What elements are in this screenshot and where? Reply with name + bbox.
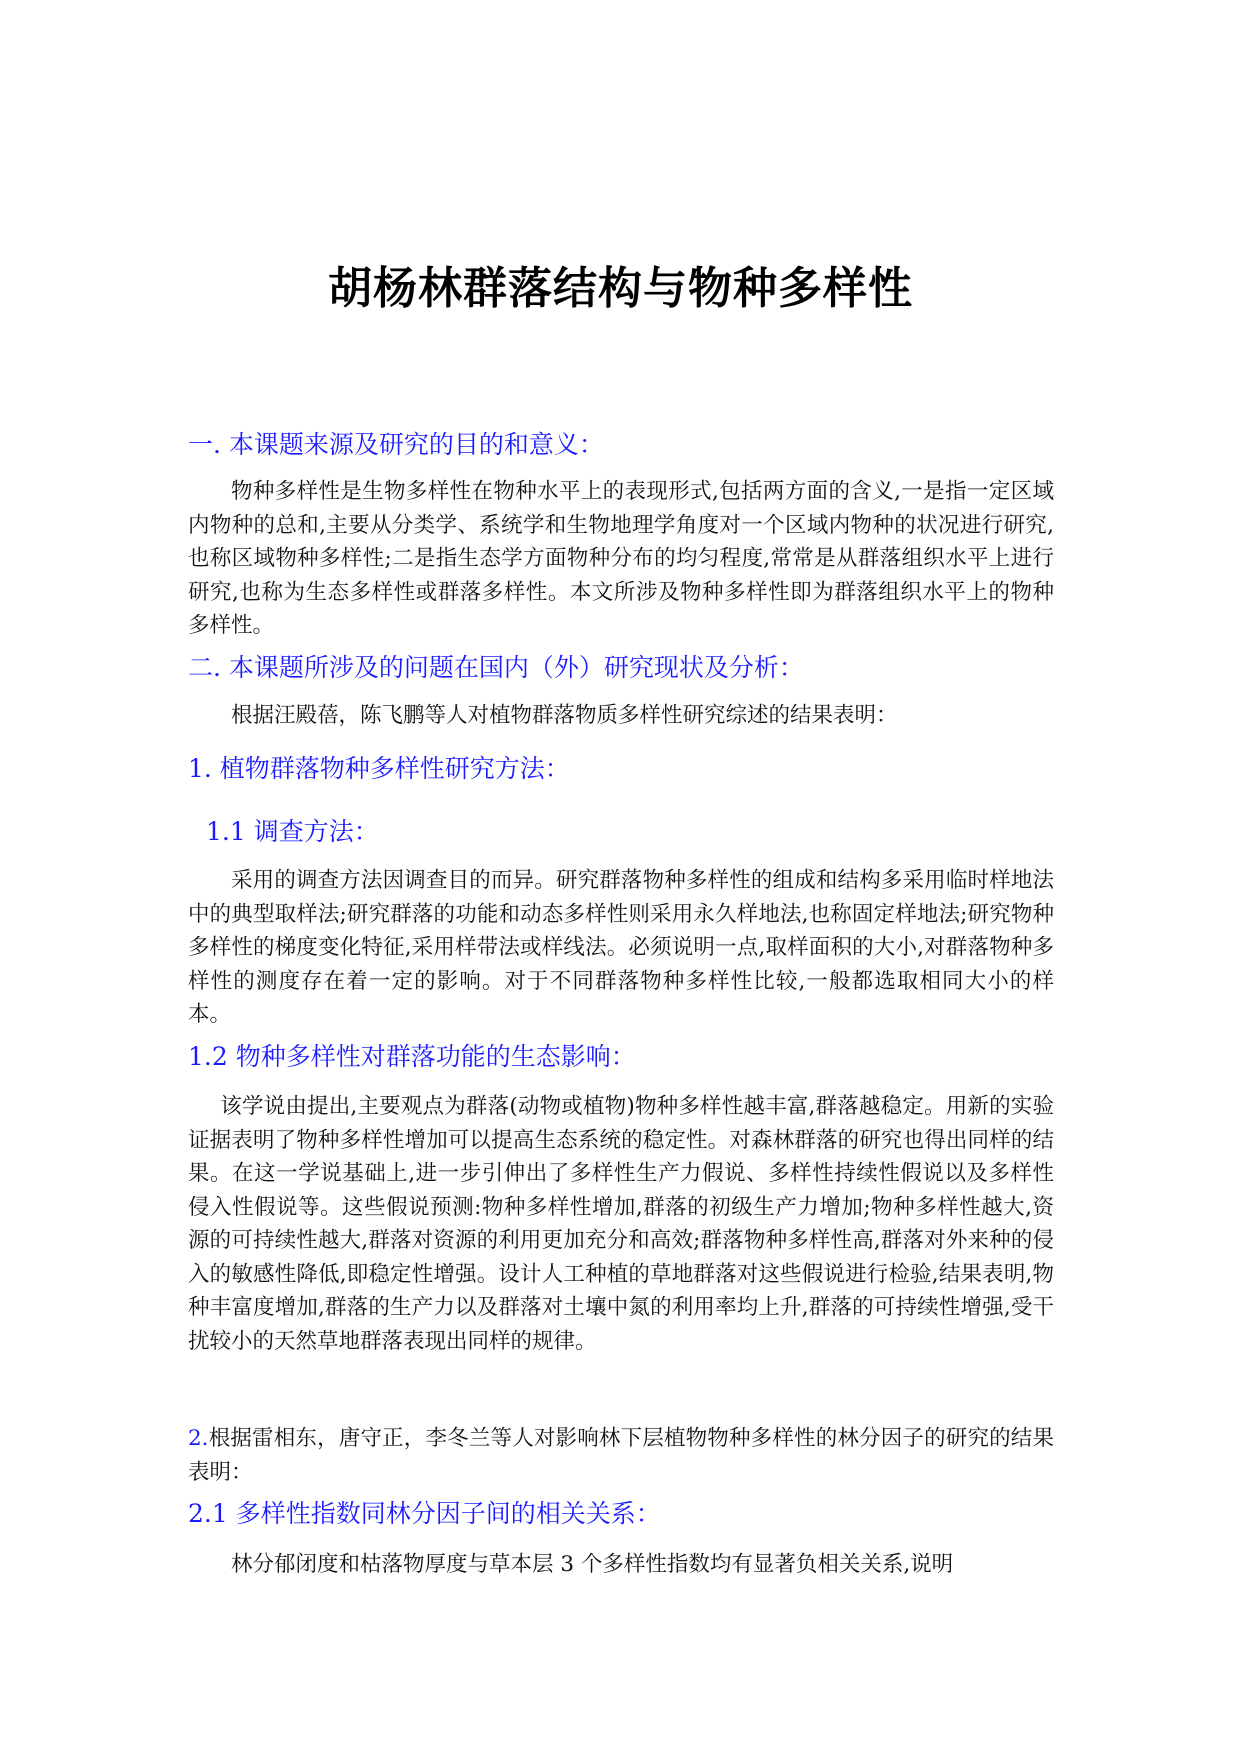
- paragraph: 林分郁闭度和枯落物厚度与草本层 3 个多样性指数均有显著负相关关系,说明: [231, 1552, 954, 1577]
- section-heading: 二. 本课题所涉及的问题在国内（外）研究现状及分析：: [188, 653, 804, 682]
- subsection-1-1-body: [188, 864, 1054, 1032]
- subsection-2-1: [188, 1497, 1054, 1531]
- paragraph-text: 根据雷相东，唐守正，李冬兰等人对影响林下层植物物种多样性的林分因子的研究的结果表明：: [188, 1426, 1054, 1485]
- section-1-body: [188, 475, 1054, 643]
- subsection-heading: 1.1 调查方法：: [206, 817, 379, 846]
- document-title: 胡杨林群落结构与物种多样性: [328, 263, 913, 314]
- subsection-1-2: [188, 1040, 1054, 1074]
- subsection-1-1: [206, 815, 1072, 849]
- section-2: [188, 651, 1054, 685]
- paragraph: [188, 1422, 1054, 1489]
- subsection-1-2-body: [188, 1090, 1054, 1358]
- item-number: 2.: [188, 1426, 209, 1451]
- subsection-heading: 1. 植物群落物种多样性研究方法：: [188, 754, 570, 783]
- section-heading: 一. 本课题来源及研究的目的和意义：: [188, 430, 604, 459]
- subsection-heading: 2.1 多样性指数同林分因子间的相关关系：: [188, 1499, 661, 1528]
- section-2-body: [188, 699, 1054, 733]
- paragraph: 该学说由提出,主要观点为群落(动物或植物)物种多样性越丰富,群落越稳定。用新的实验证据表明了物种多样性增加可以提高生态系统的稳定性。对森林群落的研究也得出同样的结果。在这一学说基础上,进一步引伸出了多样性生产力假说、多样性持续性假说以及多样性侵入性假说等。这些假说预测:物种多样性增加,群落的初级生产力增加;物种多样性越大,资源的可持续性越大,群落对资源的利用更加充分和高效;群落物种多样性高,群落对外来种的侵入的敏感性降低,即稳定性增强。设计人工种植的草地群落对这些假说进行检验,结果表明,物种丰富度增加,群落的生产力以及群落对土壤中氮的利用率均上升,群落的可持续性增强,受干扰较小的天然草地群落表现出同样的规律。: [188, 1094, 1054, 1354]
- section-1: [188, 428, 1054, 462]
- subsection-1: [188, 752, 1054, 786]
- paragraph: 根据汪殿蓓，陈飞鹏等人对植物群落物质多样性研究综述的结果表明：: [231, 703, 898, 728]
- paragraph: 物种多样性是生物多样性在物种水平上的表现形式,包括两方面的含义,一是指一定区域内物种的总和,主要从分类学、系统学和生物地理学角度对一个区域内物种的状况进行研究,也称区域物种多样性;二是指生态学方面物种分布的均匀程度,常常是从群落组织水平上进行研究,也称为生态多样性或群落多样性。本文所涉及物种多样性即为群落组织水平上的物种多样性。: [188, 479, 1054, 638]
- paragraph: 采用的调查方法因调查目的而异。研究群落物种多样性的组成和结构多采用临时样地法中的典型取样法;研究群落的功能和动态多样性则采用永久样地法,也称固定样地法;研究物种多样性的梯度变化特征,采用样带法或样线法。必须说明一点,取样面积的大小,对群落物种多样性的测度存在着一定的影响。对于不同群落物种多样性比较,一般都选取相同大小的样本。: [188, 868, 1054, 1027]
- subsection-2: [188, 1422, 1054, 1489]
- subsection-2-1-body: [188, 1548, 1054, 1582]
- subsection-heading: 1.2 物种多样性对群落功能的生态影响：: [188, 1042, 636, 1071]
